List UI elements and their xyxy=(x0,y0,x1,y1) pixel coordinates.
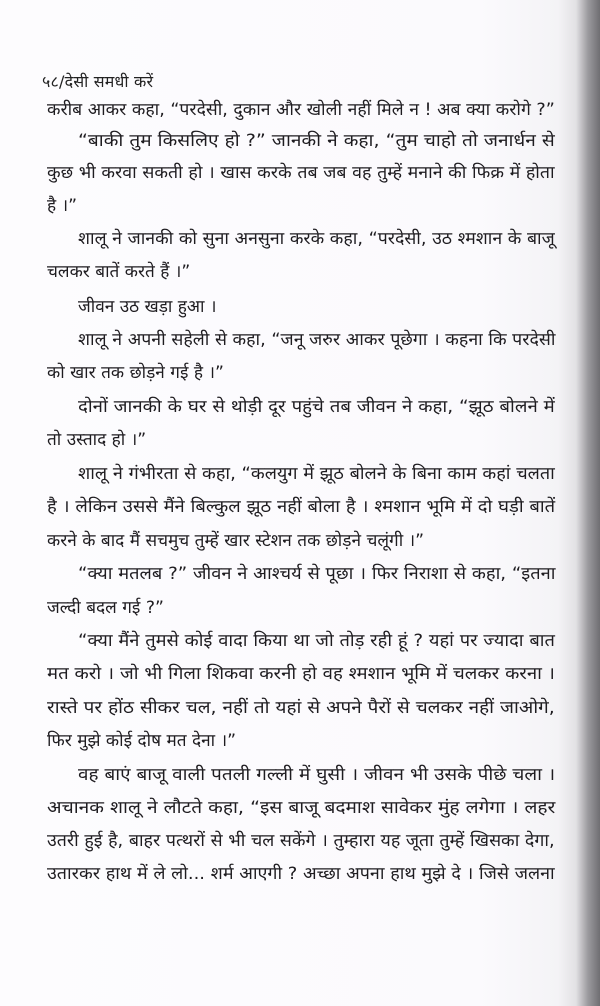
text-line: वह बाएं बाजू वाली पतली गल्ली में घुसी । जीवन भी उसके पीछे चला । xyxy=(78,765,556,785)
text-line: जीवन उठ खड़ा हुआ । xyxy=(78,297,217,317)
text-line: शालू ने अपनी सहेली से कहा, “जनू जरुर आकर पूछेगा । कहना कि परदेसी xyxy=(78,330,556,350)
text-line: उतारकर हाथ में ले लो... शर्म आएगी ? अच्छा अपना हाथ मुझे दे । जिसे जलना xyxy=(47,864,555,884)
text-line: “बाकी तुम किसलिए हो ?” जानकी ने कहा, “तुम चाहो तो जनार्धन से xyxy=(78,131,555,151)
text-line: है ।” xyxy=(47,196,78,216)
text-line: फिर मुझे कोई दोष मत देना ।” xyxy=(47,731,236,751)
text-line: उतरी हुई है, बाहर पत्थरों से भी चल सकेंगे । तुम्हारा यह जूता तुम्हें खिसका देगा, xyxy=(47,831,555,851)
text-line: दोनों जानकी के घर से थोड़ी दूर पहुंचे तब जीवन ने कहा, “झूठ बोलने में xyxy=(78,397,555,417)
text-line: करने के बाद मैं सचमुच तुम्हें खार स्टेशन तक छोड़ने चलूंगी ।” xyxy=(47,531,425,551)
text-line: को खार तक छोड़ने गई है ।” xyxy=(47,363,224,383)
running-head: ५८/देसी समधी करें xyxy=(42,72,154,91)
text-line: चलकर बातें करते हैं ।” xyxy=(47,262,191,282)
text-line: मत करो । जो भी गिला शिकवा करनी हो वह श्मशान भूमि में चलकर करना । xyxy=(47,664,555,684)
text-line: “क्या मैंने तुमसे कोई वादा किया था जो तोड़ रही हूं ? यहां पर ज्यादा बात xyxy=(78,631,555,651)
text-line: अचानक शालू ने लौटते कहा, “इस बाजू बदमाश सावेकर मुंह लगेगा । लहर xyxy=(47,798,556,818)
text-line: करीब आकर कहा, “परदेसी, दुकान और खोली नहीं मिले न ! अब क्या करोगे ?” xyxy=(47,100,555,120)
text-line: तो उस्ताद हो ।” xyxy=(47,430,147,450)
text-line: रास्ते पर होंठ सीकर चल, नहीं तो यहां से अपने पैरों से चलकर नहीं जाओगे, xyxy=(47,698,555,718)
text-line: शालू ने गंभीरता से कहा, “कलयुग में झूठ बोलने के बिना काम कहां चलता xyxy=(78,464,555,484)
text-line: कुछ भी करवा सकती हो । खास करके तब जब वह तुम्हें मनाने की फिक्र में होता xyxy=(47,163,555,183)
text-line: “क्या मतलब ?” जीवन ने आश्चर्य से पूछा । फिर निराशा से कहा, “इतना xyxy=(78,564,556,584)
text-line: शालू ने जानकी को सुना अनसुना करके कहा, “परदेसी, उठ श्मशान के बाजू xyxy=(78,229,555,249)
text-line: जल्दी बदल गई ?” xyxy=(47,598,164,618)
text-line: है । लेकिन उससे मैंने बिल्कुल झूठ नहीं बोला है । श्मशान भूमि में दो घड़ी बातें xyxy=(47,497,556,517)
